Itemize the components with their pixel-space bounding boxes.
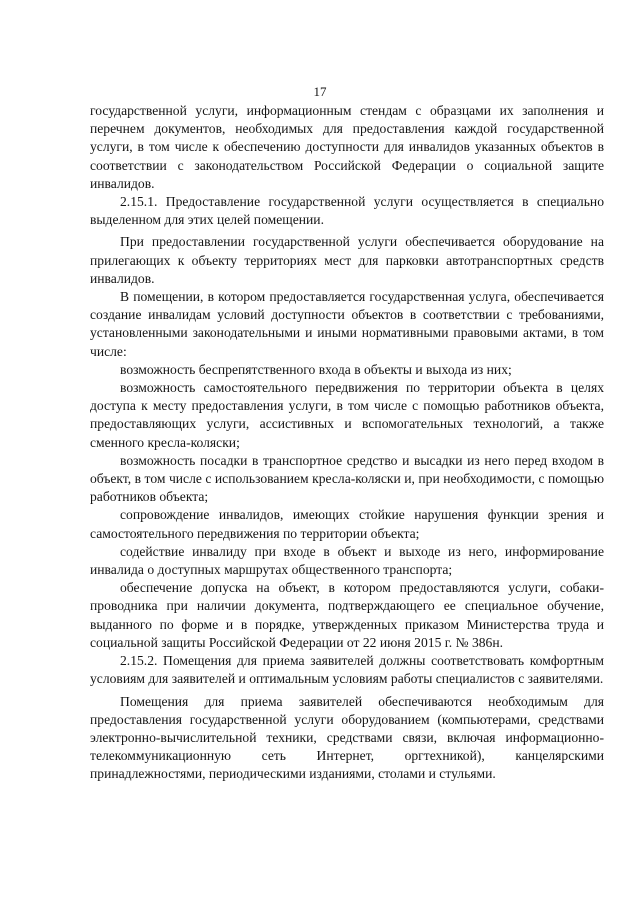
paragraph-continuation: государственной услуги, информационным стендам с образцами их заполнения и перечнем документов, необходимых для предоставления каждой государственной услуги, в том числе к обеспечению доступности для инвалидов указанных объектов в соответствии с законодательством Российской Федерации о социальной защите инвалидов.	[90, 103, 604, 191]
paragraph-accessibility-conditions: В помещении, в котором предоставляется государственная услуга, обеспечивается создание инвалидам условий доступности объектов в соответствии с требованиями, установленными законодательными и иными нормативными правовыми актами, в том числе:	[90, 289, 604, 359]
document-body	[90, 102, 604, 784]
paragraph-2-15-2: 2.15.2. Помещения для приема заявителей должны соответствовать комфортным условиям для заявителей и оптимальным условиям работы специалистов с заявителями.	[90, 653, 604, 687]
list-item-entrance: возможность беспрепятственного входа в объекты и выхода из них;	[120, 361, 512, 377]
page-number: 17	[313, 84, 327, 99]
list-item-guide-dog: обеспечение допуска на объект, в котором предоставляются услуги, собаки-проводника при наличии документа, подтверждающего ее специальное обучение, выданного по форме и в порядке, утвержденных приказом Министерства труда и социальной защиты Российской Федерации от 22 июня 2015 г. № 386н.	[90, 580, 604, 650]
paragraph-parking: При предоставлении государственной услуги обеспечивается оборудование на прилегающих к объекту территориях мест для парковки автотранспортных средств инвалидов.	[90, 234, 604, 286]
list-item-assistance: содействие инвалиду при входе в объект и выходе из него, информирование инвалида о доступных маршрутах общественного транспорта;	[90, 543, 604, 578]
paragraph-equipment: Помещения для приема заявителей обеспечиваются необходимым для предоставления государственной услуги оборудованием (компьютерами, средствами электронно-вычислительной техники, средствами связи, включая информационно-телекоммуникационную сеть Интернет, оргтехникой), канцелярскими принадлежностями, периодическими изданиями, столами и стульями.	[90, 693, 604, 782]
list-item-escort: сопровождение инвалидов, имеющих стойкие нарушения функции зрения и самостоятельного передвижения по территории объекта;	[90, 507, 604, 541]
paragraph-2-15-1: 2.15.1. Предоставление государственной услуги осуществляется в специально выделенном для этих целей помещении.	[90, 194, 604, 228]
list-item-boarding: возможность посадки в транспортное средство и высадки из него перед входом в объект, в том числе с использованием кресла-коляски и, при необходимости, с помощью работников объекта;	[90, 452, 604, 505]
list-item-movement: возможность самостоятельного передвижения по территории объекта в целях доступа к месту предоставления услуги, в том числе с помощью работников объекта, предоставляющих услуги, ассистивных и вспомогательных технологий, а также сменного кресла-коляски;	[90, 380, 604, 450]
